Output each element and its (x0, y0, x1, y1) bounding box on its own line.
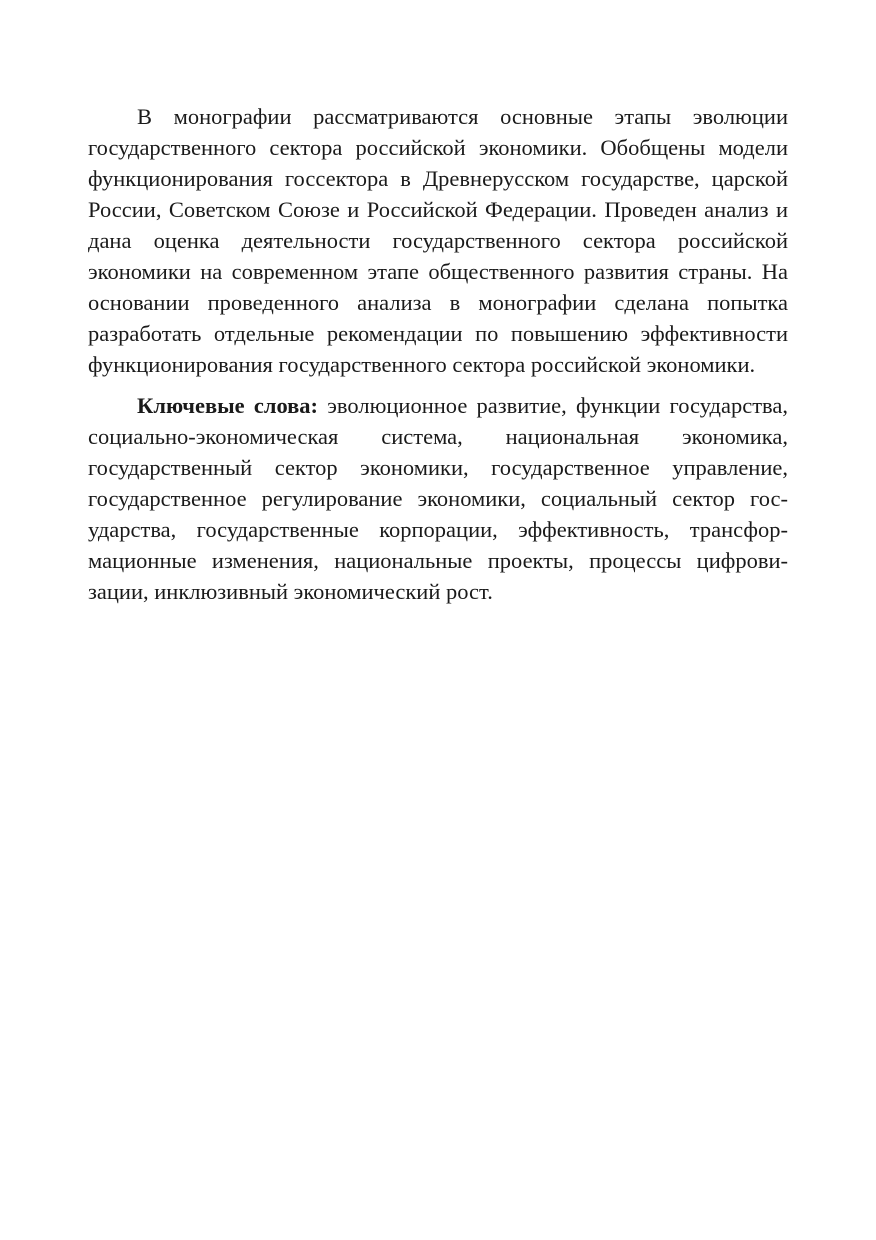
keywords-paragraph (88, 390, 788, 607)
keywords-text: эволюционное развитие, функции государства, социально-экономическая система, национальная экономика, государственный сектор экономики, государственное управление, государственное регулирование экономики, социальный сектор государства, государственные корпорации, эффективность, трансформационные изменения, национальные проекты, процессы цифровизации, инклюзивный экономический рост. (88, 393, 788, 604)
document-page (88, 101, 788, 607)
abstract-paragraph: В монографии рассматриваются основные этапы эволюции государственного сектора российской экономики. Обобщены модели функционирования госсектора в Древнерусском государстве, царской России, Советском Союзе и Российской Федерации. Проведен анализ и дана оценка деятельности государственного сектора российской экономики на современном этапе общественного развития страны. На основании проведенного анализа в монографии сделана попытка разработать отдельные рекомендации по повышению эффективности функционирования государственного сектора российской экономики. (88, 104, 788, 377)
keywords-label: Ключевые слова: (137, 393, 319, 418)
